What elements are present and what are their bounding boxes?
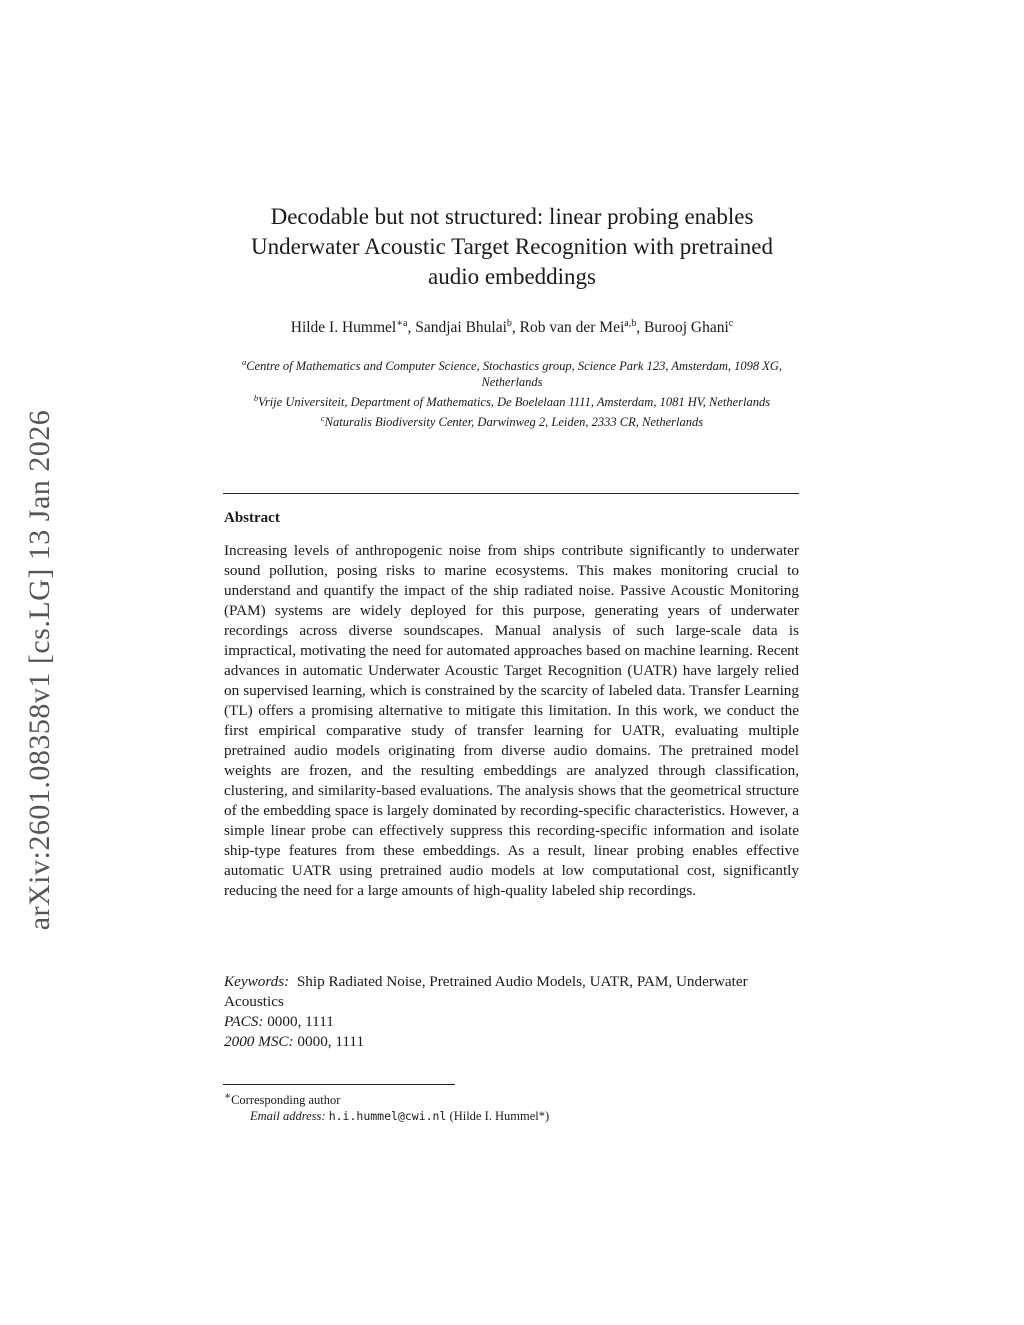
author-affiliation-mark: c: [728, 318, 734, 329]
author-separator: ,: [407, 319, 416, 337]
author-affiliation-mark: a,b: [624, 318, 637, 329]
author-affiliation-mark: ∗a: [396, 318, 408, 329]
author-separator: ,: [511, 319, 520, 337]
paper-title: [200, 202, 824, 292]
affiliation-mark: a: [241, 357, 247, 367]
affiliation-text: Centre of Mathematics and Computer Science, Stochastics group, Science Park 123, Amsterdam, 1098 XG, Netherlands: [246, 359, 783, 390]
affiliation: [222, 354, 802, 390]
corresponding-author-label: Corresponding author: [231, 1093, 341, 1108]
msc-label: 2000 MSC:: [224, 1033, 294, 1050]
affiliation-mark: c: [320, 413, 325, 424]
affiliation-list: [222, 354, 802, 430]
footnote: [224, 1089, 800, 1124]
footnote-marker: ∗: [224, 1091, 232, 1102]
arxiv-identifier: arXiv:2601.08358v1 [cs.LG] 13 Jan 2026: [23, 409, 56, 931]
abstract-divider: [223, 493, 799, 494]
author-name: Rob van der Mei: [519, 319, 625, 337]
pacs-line: [224, 1012, 799, 1032]
affiliation-text: Naturalis Biodiversity Center, Darwinweg 2, Leiden, 2333 CR, Netherlands: [324, 415, 704, 430]
abstract-text: Increasing levels of anthropogenic noise from ships contribute significantly to underwater sound pollution, posing risks to marine ecosystems. This makes monitoring crucial to understand and quantify the impact of the ship radiated noise. Passive Acoustic Monitoring (PAM) systems are widely deployed for this purpose, generating years of underwater recordings across diverse soundscapes. Manual analysis of such large-scale data is impractical, motivating the need for automated approaches based on machine learning. Recent advances in automatic Underwater Acoustic Target Recognition (UATR) have largely relied on supervised learning, which is constrained by the scarcity of labeled data. Transfer Learning (TL) offers a promising alternative to mitigate this limitation. In this work, we conduct the first empirical comparative study of transfer learning for UATR, evaluating multiple pretrained audio models originating from diverse audio domains. The pretrained model weights are frozen, and the resulting embeddings are analyzed through classification, clustering, and similarity-based evaluations. The analysis shows that the geometrical structure of the embedding space is largely dominated by recording-specific characteristics. However, a simple linear probe can effectively suppress this recording-specific information and isolate ship-type features from these embeddings. As a result, linear probing enables effective automatic UATR using pretrained audio models at low computational cost, significantly reducing the need for a large amounts of high-quality labeled ship recordings.: [224, 542, 799, 899]
msc-value: 0000, 1111: [297, 1033, 365, 1050]
pacs-label: PACS:: [224, 1013, 264, 1030]
author-name: Hilde I. Hummel: [290, 319, 397, 337]
title-line: Decodable but not structured: linear probing enables: [270, 204, 754, 229]
email-label: Email address:: [250, 1109, 326, 1124]
paper-metadata: [224, 972, 799, 1052]
title-line: audio embeddings: [428, 264, 596, 289]
author-separator: ,: [636, 319, 644, 337]
affiliation: [222, 390, 802, 410]
msc-line: [224, 1032, 799, 1052]
affiliation-text: Vrije Universiteit, Department of Mathematics, De Boelelaan 1111, Amsterdam, 1081 HV, Netherlands: [258, 395, 771, 410]
keywords-value: Ship Radiated Noise, Pretrained Audio Models, UATR, PAM, Underwater Acoustics: [224, 973, 748, 1010]
author-name: Burooj Ghani: [643, 319, 729, 337]
author-list: [200, 318, 824, 337]
author-name: Sandjai Bhulai: [415, 319, 507, 337]
footnote-email: [224, 1108, 800, 1124]
keywords-label: Keywords:: [224, 973, 290, 990]
affiliation: [222, 410, 802, 430]
author-affiliation-mark: b: [506, 318, 512, 329]
affiliation-mark: b: [253, 393, 259, 404]
email-owner: (Hilde I. Hummel*): [449, 1109, 550, 1124]
title-line: Underwater Acoustic Target Recognition with pretrained: [251, 234, 773, 259]
abstract-heading: Abstract: [224, 510, 280, 526]
keywords-line: [224, 972, 799, 1012]
pacs-value: 0000, 1111: [267, 1013, 334, 1030]
footnote-corresponding: [224, 1089, 800, 1108]
footnote-divider: [223, 1084, 455, 1085]
arxiv-sidebar: [10, 360, 70, 980]
email-link[interactable]: h.i.hummel@cwi.nl: [328, 1109, 447, 1124]
